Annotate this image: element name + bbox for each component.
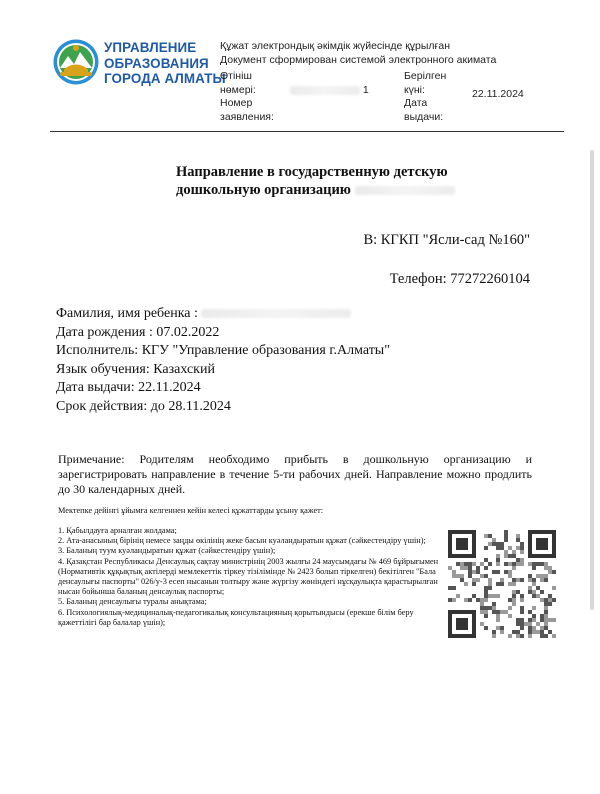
org-name: [104, 40, 226, 87]
document-title-line-2-text: дошкольную организацию: [176, 182, 351, 198]
child-name-label: Фамилия, имя ребенка :: [56, 306, 198, 321]
list-item: 3. Баланың туум куәландыратын құжат (сәйкестендіру үшін);: [58, 546, 276, 556]
qr-code-icon: [448, 530, 556, 638]
issued-label-ru-2: выдачи:: [404, 110, 444, 123]
redacted-mark: [290, 86, 360, 95]
list-item: 2. Ата-анасының бірінің немесе заңды өкілінің жеке басын куәландыратын құжат (сәйкестендіру үшін);: [58, 536, 426, 546]
app-number-label-kz-1: Өтініш: [220, 70, 252, 82]
app-number-label-ru-1: Номер: [220, 97, 253, 109]
document-title: [176, 163, 506, 199]
app-number-label-ru-2: заявления:: [220, 110, 274, 123]
system-note-kz: Құжат электрондық әкімдік жүйесінде құрылған: [220, 40, 451, 52]
requirements-list: [58, 526, 440, 628]
recipient-phone: Телефон: 77272260104: [389, 271, 530, 287]
org-line-3: ГОРОДА АЛМАТЫ: [104, 71, 226, 86]
header-divider: [50, 131, 564, 132]
document-title-line-1: Направление в государственную детскую: [176, 164, 448, 180]
list-item: 6. Психологиялық-медициналық-педагогикалық консультацияның қорытындысы (ерекше білім беру қажеттілігі бар балалар үшін);: [58, 607, 414, 627]
issued-label-ru-1: Дата: [404, 97, 428, 109]
scrollbar[interactable]: [590, 150, 594, 610]
requirements-heading: Мектепке дейінгі ұйымға келгеннен кейін келесі құжаттарды ұсыну қажет:: [58, 506, 324, 515]
org-line-1: УПРАВЛЕНИЕ: [104, 40, 197, 55]
redacted-mark: [201, 309, 351, 318]
issued-date-value: 22.11.2024: [472, 88, 524, 100]
redacted-mark: [355, 186, 455, 195]
issue-date: Дата выдачи: 22.11.2024: [56, 380, 201, 396]
list-item: 1. Қабылдауға арналған жолдама;: [58, 526, 177, 535]
recipient-organization: В: КГКП "Ясли-сад №160": [363, 232, 530, 248]
system-note: [220, 40, 496, 67]
document-title-line-2: [176, 181, 506, 199]
system-note-ru: Документ сформирован системой электронного акимата: [220, 53, 497, 66]
app-number-digit: 1: [362, 84, 369, 96]
language: Язык обучения: Казахский: [56, 361, 215, 377]
app-number-label-kz-2: нөмері:: [220, 83, 256, 96]
list-item: 4. Қазақстан Республикасы Денсаулық сақтау министрінің 2003 жылғы 24 маусымдағы № 469 бұйрығымен (Нормативтік құқықтық актілерді мемлекеттік тіркеу тізілімінде № 2423 болып тіркелген) бекітілген "Бала денсаулығы паспорты" 026/у-3 есеп нысанын толтыру және жүргізу жөніндегі нұсқаулықта қарастырылған нысан бойынша баланың денсаулық паспорты;: [58, 556, 439, 597]
app-number-value: [290, 84, 369, 98]
list-item: 5. Баланың денсаулығы туралы анықтама;: [58, 597, 207, 607]
issued-label-kz-2: күні:: [404, 83, 425, 96]
birth-date: Дата рождения : 07.02.2022: [56, 324, 220, 340]
child-name-row: [56, 305, 390, 324]
issued-label-kz-1: Берілген: [404, 70, 447, 82]
city-emblem-icon: [52, 38, 100, 86]
executor: Исполнитель: КГУ "Управление образования г.Алматы": [56, 343, 390, 359]
issued-label: [404, 70, 446, 124]
validity: Срок действия: до 28.11.2024: [56, 398, 231, 414]
note-text: Примечание: Родителям необходимо прибыть в дошкольную организацию и зарегистрировать направление в течение 5-ти рабочих дней. Направление можно продлить до 30 календарных дней.: [58, 452, 532, 497]
child-info: [56, 305, 390, 417]
app-number-label: [220, 70, 274, 124]
org-line-2: ОБРАЗОВАНИЯ: [104, 55, 209, 71]
